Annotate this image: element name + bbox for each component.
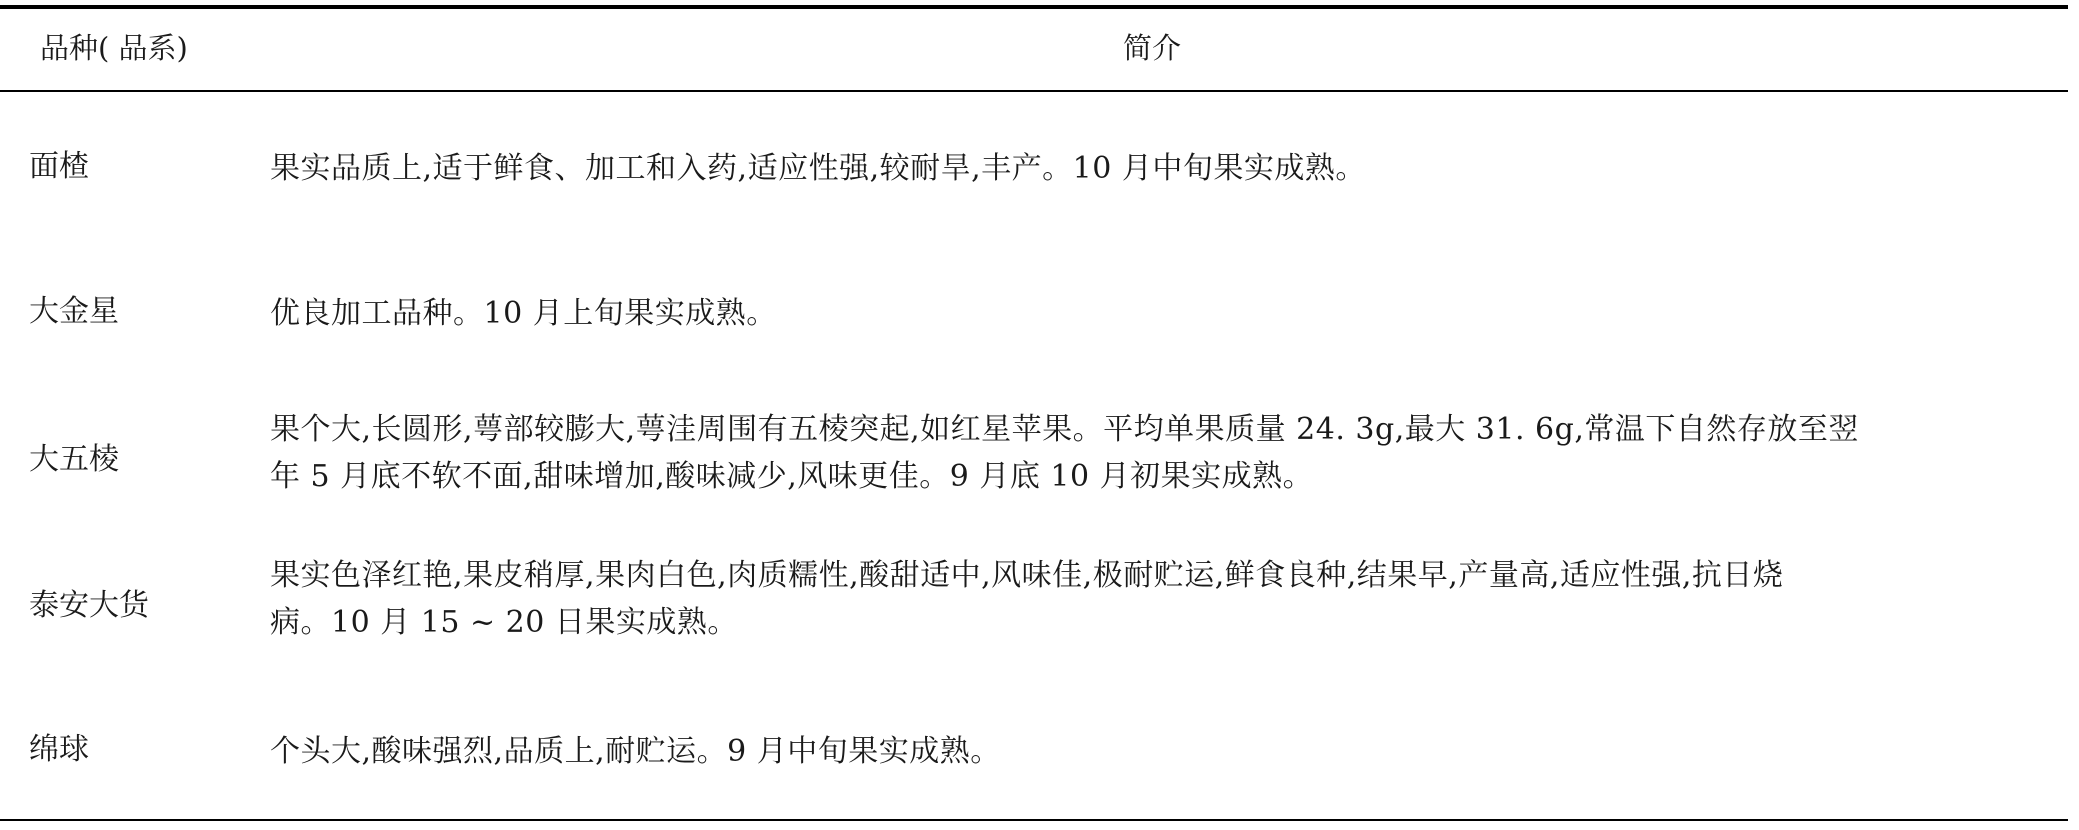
variety-name: 大五棱 <box>29 442 119 477</box>
header-rule <box>0 90 2068 92</box>
description-line: 病。10 月 15 ~ 20 日果实成熟。 <box>270 605 738 640</box>
description-line: 果实品质上,适于鲜食、加工和入药,适应性强,较耐旱,丰产。10 月中旬果实成熟。 <box>270 151 1366 186</box>
variety-name: 大金星 <box>29 294 119 329</box>
bottom-rule <box>0 819 2068 821</box>
variety-description <box>270 290 2060 337</box>
variety-name: 绵球 <box>29 732 89 767</box>
header-variety: 品种( 品系) <box>40 31 188 65</box>
top-rule <box>0 5 2068 9</box>
variety-name: 泰安大货 <box>29 588 149 623</box>
description-line: 优良加工品种。10 月上旬果实成熟。 <box>270 296 777 331</box>
description-line: 个头大,酸味强烈,品质上,耐贮运。9 月中旬果实成熟。 <box>270 734 1001 769</box>
variety-description <box>270 406 2060 500</box>
header-intro: 简介 <box>1123 31 1182 65</box>
variety-description <box>270 728 2060 775</box>
variety-name: 面楂 <box>29 149 89 184</box>
description-line: 年 5 月底不软不面,甜味增加,酸味减少,风味更佳。9 月底 10 月初果实成熟。 <box>270 459 1314 494</box>
variety-description <box>270 145 2060 192</box>
description-line: 果个大,长圆形,萼部较膨大,萼洼周围有五棱突起,如红星苹果。平均单果质量 24. 3g,最大 31. 6g,常温下自然存放至翌 <box>270 412 1859 447</box>
description-line: 果实色泽红艳,果皮稍厚,果肉白色,肉质糯性,酸甜适中,风味佳,极耐贮运,鲜食良种,结果早,产量高,适应性强,抗日烧 <box>270 558 1784 593</box>
variety-description <box>270 552 2060 646</box>
